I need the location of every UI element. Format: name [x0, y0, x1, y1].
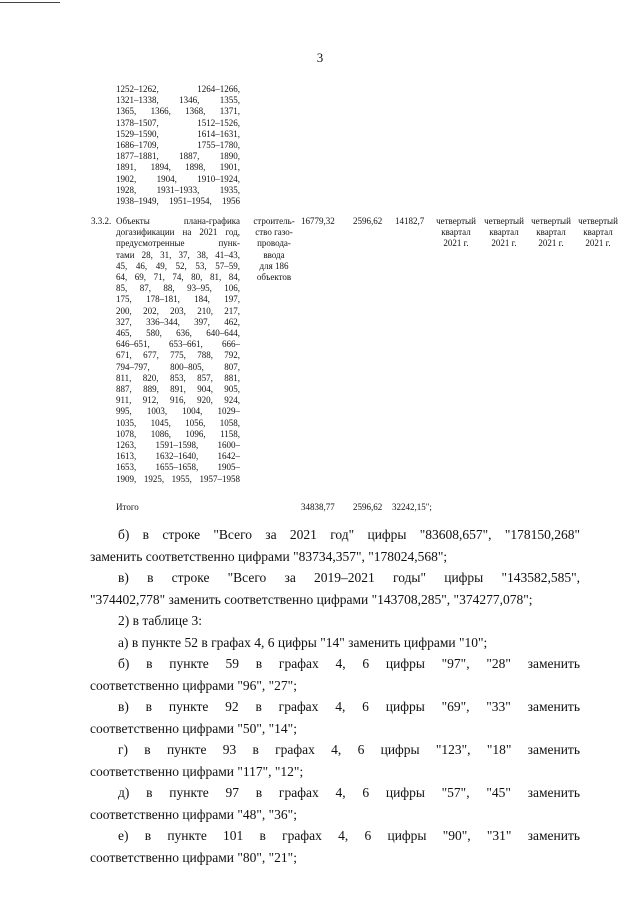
work-type-line: для 186: [259, 260, 289, 271]
work-type-line: объектов: [256, 272, 292, 283]
total-value-2: 2596,62: [353, 502, 383, 512]
work-type-line: ство газо-: [255, 227, 293, 238]
object-line: предусмотренные пунк-: [116, 238, 240, 249]
page-number: 3: [316, 50, 324, 65]
quarter-line: квартал: [536, 227, 566, 238]
quarter-line: четвертый: [436, 216, 476, 226]
work-type-line: строитель-: [253, 216, 295, 226]
list-line: 1686–1709, 1755–1780,: [116, 140, 240, 151]
object-line: 1653, 1655–1658, 1905–: [116, 462, 240, 473]
row-value-total: 16779,32: [301, 216, 335, 226]
object-line: 794–797, 800–805, 807,: [116, 361, 240, 372]
list-line: 1252–1262, 1264–1266,: [116, 84, 240, 94]
object-line: 64, 69, 71, 74, 80, 81, 84,: [116, 272, 240, 283]
object-line: 1263, 1591–1598, 1600–: [116, 440, 240, 451]
list-line: 1938–1949, 1951–1954, 1956: [116, 196, 240, 207]
list-line: 1891, 1894, 1898, 1901,: [116, 162, 240, 173]
paragraph: г) в пункте 93 в графах 4, 6 цифры "123", "18" заменить: [118, 742, 580, 757]
paragraph: 2) в таблице 3:: [118, 613, 203, 628]
paragraph: в) в пункте 92 в графах 4, 6 цифры "69", "33" заменить: [118, 699, 580, 714]
quarter-line: 2021 г.: [538, 238, 564, 249]
paragraph: д) в пункте 97 в графах 4, 6 цифры "57", "45" заменить: [118, 785, 580, 800]
total-value-1: 34838,77: [301, 502, 335, 512]
row-object-description: [116, 216, 240, 485]
paragraph: "374402,778" заменить соответственно цифрами "143708,285", "374277,078";: [90, 591, 533, 607]
object-line: 646–651, 653–661, 666–: [116, 339, 240, 350]
paragraph: соответственно цифрами "96", "27";: [90, 677, 297, 693]
work-type-line: ввода: [263, 249, 285, 260]
row-quarter-1: [432, 216, 480, 250]
object-line: 811, 820, 853, 857, 881,: [116, 372, 240, 383]
list-line: 1928, 1931–1933, 1935,: [116, 184, 240, 195]
object-line: 671, 677, 775, 788, 792,: [116, 350, 240, 361]
quarter-line: четвертый: [578, 216, 618, 226]
row-value-2: 2596,62: [353, 216, 383, 226]
paragraph: в) в строке "Всего за 2019–2021 годы" цифры "143582,585",: [118, 570, 580, 585]
row-number: 3.3.2.: [91, 216, 112, 226]
total-label: Итого: [116, 502, 139, 512]
quarter-line: 2021 г.: [491, 238, 517, 249]
paragraph: б) в строке "Всего за 2021 год" цифры "83608,657", "178150,268": [118, 527, 580, 542]
row-work-type: [252, 216, 296, 283]
list-line: 1902, 1904, 1910–1924,: [116, 173, 240, 184]
paragraph: е) в пункте 101 в графах 4, 6 цифры "90", "31" заменить: [118, 828, 580, 843]
total-value-3: 32242,15";: [392, 502, 432, 512]
list-line: 1365, 1366, 1368, 1371,: [116, 106, 240, 117]
row-quarter-2: [480, 216, 528, 250]
header-rule: [0, 2, 60, 3]
paragraph: соответственно цифрами "80", "21";: [90, 849, 297, 865]
object-line: 887, 889, 891, 904, 905,: [116, 384, 240, 395]
object-line: тами 28, 31, 37, 38, 41–43,: [116, 249, 240, 260]
paragraph: а) в пункте 52 в графах 4, 6 цифры "14" заменить цифрами "10";: [118, 634, 488, 650]
amendment-text: [90, 524, 580, 868]
continued-item-list: [116, 84, 240, 207]
quarter-line: 2021 г.: [443, 238, 469, 249]
object-line: 200, 202, 203, 210, 217,: [116, 305, 240, 316]
quarter-line: четвертый: [531, 216, 571, 226]
list-line: 1321–1338, 1346, 1355,: [116, 95, 240, 106]
object-line: 1078, 1086, 1096, 1158,: [116, 428, 240, 439]
row-quarter-4: [574, 216, 622, 250]
list-line: 1877–1881, 1887, 1890,: [116, 151, 240, 162]
object-line: 45, 46, 49, 52, 53, 57–59,: [116, 260, 240, 271]
object-line: 175, 178–181, 184, 197,: [116, 294, 240, 305]
object-line: Объекты плана-графика: [116, 216, 240, 226]
paragraph: соответственно цифрами "50", "14";: [90, 720, 297, 736]
paragraph: соответственно цифрами "48", "36";: [90, 806, 297, 822]
paragraph: соответственно цифрами "117", "12";: [90, 763, 304, 779]
work-type-line: провода-: [257, 238, 291, 249]
object-line: догазификации на 2021 год,: [116, 227, 240, 238]
list-line: 1378–1507, 1512–1526,: [116, 117, 240, 128]
object-line: 995, 1003, 1004, 1029–: [116, 406, 240, 417]
quarter-line: четвертый: [484, 216, 524, 226]
object-line: 1035, 1045, 1056, 1058,: [116, 417, 240, 428]
list-line: 1529–1590, 1614–1631,: [116, 128, 240, 139]
row-value-3: 14182,7: [395, 216, 425, 226]
quarter-line: квартал: [583, 227, 613, 238]
object-line: 327, 336–344, 397, 462,: [116, 316, 240, 327]
paragraph: заменить соответственно цифрами "83734,357", "178024,568";: [90, 548, 448, 564]
quarter-line: квартал: [441, 227, 471, 238]
quarter-line: квартал: [489, 227, 519, 238]
object-line: 911, 912, 916, 920, 924,: [116, 395, 240, 406]
row-quarter-3: [527, 216, 575, 250]
object-line: 1613, 1632–1640, 1642–: [116, 451, 240, 462]
paragraph: б) в пункте 59 в графах 4, 6 цифры "97", "28" заменить: [118, 656, 580, 671]
quarter-line: 2021 г.: [585, 238, 611, 249]
object-line: 85, 87, 88, 93–95, 106,: [116, 283, 240, 294]
object-line: 1909, 1925, 1955, 1957–1958: [116, 473, 240, 484]
object-line: 465, 580, 636, 640–644,: [116, 328, 240, 339]
